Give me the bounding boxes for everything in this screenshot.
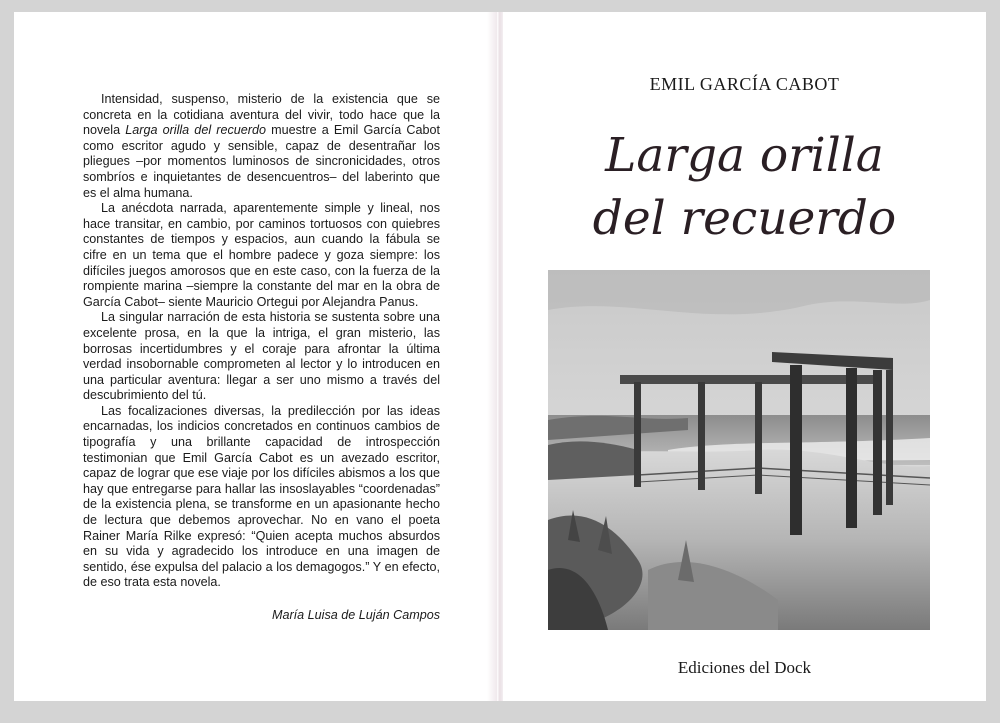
blurb-paragraph-1-start: Intensidad, suspenso, misterio de la existencia que se concreta en la cotidiana aventura del vivir, todo hace que la novela: [83, 92, 440, 138]
pergola-seaside-photo: [548, 270, 930, 630]
author-name: EMIL GARCÍA CABOT: [649, 74, 840, 94]
left-page: [14, 12, 497, 701]
book-title-line-1: Larga orilla: [605, 128, 884, 183]
book-title-line-2: del recuerdo: [592, 191, 897, 246]
photo-illustration: [548, 270, 930, 630]
blurb-book-title: Larga orilla del recuerdo: [125, 123, 266, 138]
blurb-paragraph-4: Las focalizaciones diversas, la predilección por las ideas encarnadas, los indicios concretados en continuos cambios de tipografía y una brillante capacidad de introspección testimonian que Emil García Cabot es un avezado escritor, capaz de lograr que ese viaje por los difíciles abismos a los que hay que entregarse para hallar las insoslayables “coordenadas” de la existencia plena, se transforme en un apasionante hecho de lectura que debemos aprovechar. No en vano el poeta Rainer María Rilke expresó: “Quien acepta muchos absurdos en su vida y agradecido los introduce en una imagen de sentido, ése expulsa del palacio a los demagogos.” Y en efecto, de eso trata esta novela.: [83, 403, 440, 590]
book-title: [503, 124, 986, 250]
blurb-signature: María Luisa de Luján Campos: [271, 608, 440, 622]
blurb-paragraph-1-end: muestre a Emil García Cabot como escritor agudo y sensible, capaz de desentrañar los pliegues –por momentos luminosos de sincronicidades, otros sombríos e inquietantes de desencuentros– del laberinto que es el alma humana.: [83, 123, 440, 200]
blurb-paragraph-3: La singular narración de esta historia se sustenta sobre una excelente prosa, en la que la intriga, el gran misterio, las borrosas incertidumbres y el coraje para afrontar la última verdad insobornable comprometen al lector y lo introducen en una particular aventura: llegar a ser uno mismo a través del descubrimiento del tú.: [83, 310, 440, 403]
back-cover-blurb: [83, 92, 440, 591]
blurb-paragraph-2: La anécdota narrada, aparentemente simple y lineal, nos hace transitar, en cambio, por caminos tortuosos con quiebres constantes de tiempos y espacios, aun cuando la fábula se cifre en un tema que el hombre padece y goza siempre: los difíciles juegos amorosos que en este caso, con la fuerza de la rompiente marina –siempre la constante del mar en la obra de García Cabot– siente Mauricio Ortegui por Alejandra Panus.: [83, 201, 440, 309]
publisher-name: Ediciones del Dock: [677, 658, 812, 677]
blurb-paragraph-1: [83, 92, 440, 201]
right-page: [503, 12, 986, 701]
